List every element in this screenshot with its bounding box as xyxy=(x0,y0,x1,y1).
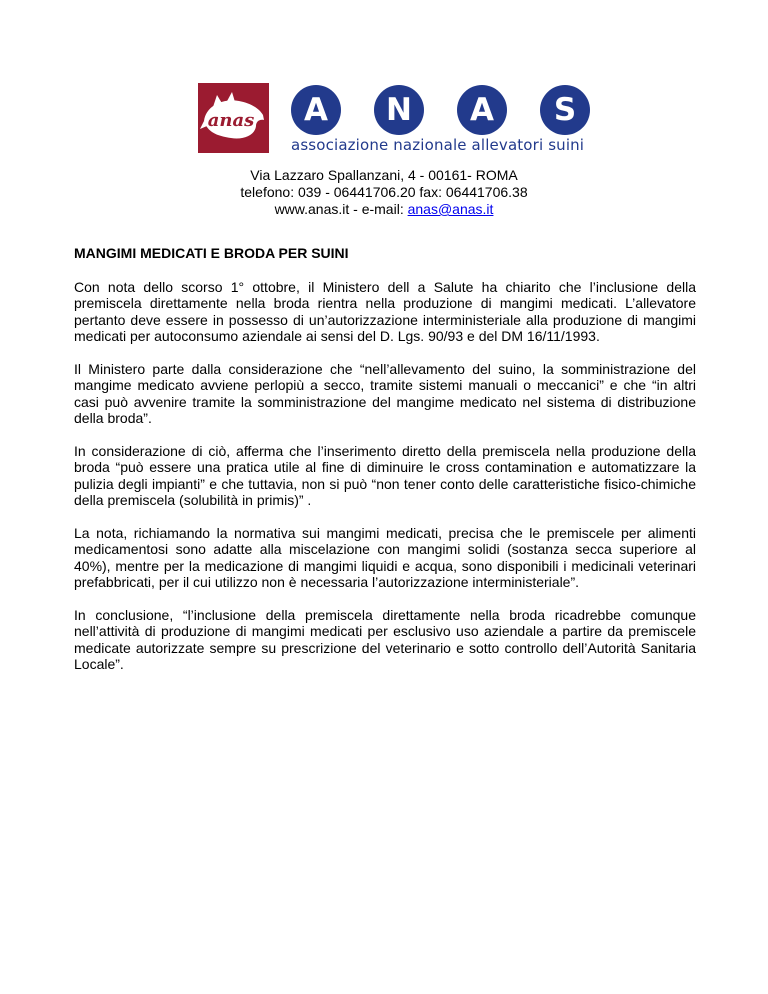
email-link[interactable]: anas@anas.it xyxy=(407,201,494,217)
paragraph-5: In conclusione, “l’inclusione della premiscela direttamente nella broda ricadrebbe comunque nell’attività di produzione di mangimi medicati per esclusivo uso aziendale a partire da premiscele medicate autorizzate sempre su prescrizione del veterinario e sotto controllo dell’Autorità Sanitaria Locale”. xyxy=(74,606,696,672)
web-email-line xyxy=(0,201,768,218)
website-text: www.anas.it - e-mail: xyxy=(274,201,408,217)
paragraph-4: La nota, richiamando la normativa sui mangimi medicati, precisa che le premiscele per alimenti medicamentosi sono adatte alla miscelazione con mangimi solidi (sostanza secca superiore al 40%), mentre per la medicazione di mangimi liquidi e acqua, sono disponibili i medicinali veterinari prefabbricati, per il cui utilizzo non è necessaria l’autorizzazione interministeriale”. xyxy=(74,524,696,590)
logo-tagline: associazione nazionale allevatori suini xyxy=(291,136,585,154)
document-body xyxy=(74,245,696,689)
phone-fax-line: telefono: 039 - 06441706.20 fax: 06441706.38 xyxy=(240,184,528,200)
document-title: MANGIMI MEDICATI E BRODA PER SUINI xyxy=(74,245,349,261)
paragraph-2: Il Ministero parte dalla considerazione che “nell’allevamento del suino, la somministrazione del mangime medicato avviene perlopiù a secco, tramite sistemi manuali o meccanici” e che “in altri casi può avvenire tramite la somministrazione del mangime medicato nel sistema di distribuzione della broda”. xyxy=(74,360,696,426)
logo-letter-s: S xyxy=(540,85,590,135)
paragraph-1: Con nota dello scorso 1° ottobre, il Ministero dell a Salute ha chiarito che l’inclusione della premiscela direttamente nella broda rientra nella produzione di mangimi medicati. L’allevatore pertanto deve essere in possesso di un’autorizzazione interministeriale alla produzione di mangimi medicati per autoconsumo aziendale ai sensi del D. Lgs. 90/93 e del DM 16/11/1993. xyxy=(74,278,696,344)
contact-block xyxy=(0,167,768,218)
emblem-lettering: anas xyxy=(207,110,255,131)
address-line: Via Lazzaro Spallanzani, 4 - 00161- ROMA xyxy=(250,167,518,183)
paragraph-3: In considerazione di ciò, afferma che l’inserimento diretto della premiscela nella produzione della broda “può essere una pratica utile al fine di diminuire le cross contamination e automatizzare la pulizia degli impianti” e che tuttavia, non si può “non tener conto delle caratteristiche fisico-chimiche della premiscela (solubilità in primis)” . xyxy=(74,442,696,508)
logo-letter-a: A xyxy=(291,85,341,135)
pig-emblem-logo xyxy=(198,83,269,153)
logo-letter-a-2: A xyxy=(457,85,507,135)
pig-emblem-icon xyxy=(198,83,269,153)
anas-logo xyxy=(198,83,598,163)
logo-letter-n: N xyxy=(374,85,424,135)
